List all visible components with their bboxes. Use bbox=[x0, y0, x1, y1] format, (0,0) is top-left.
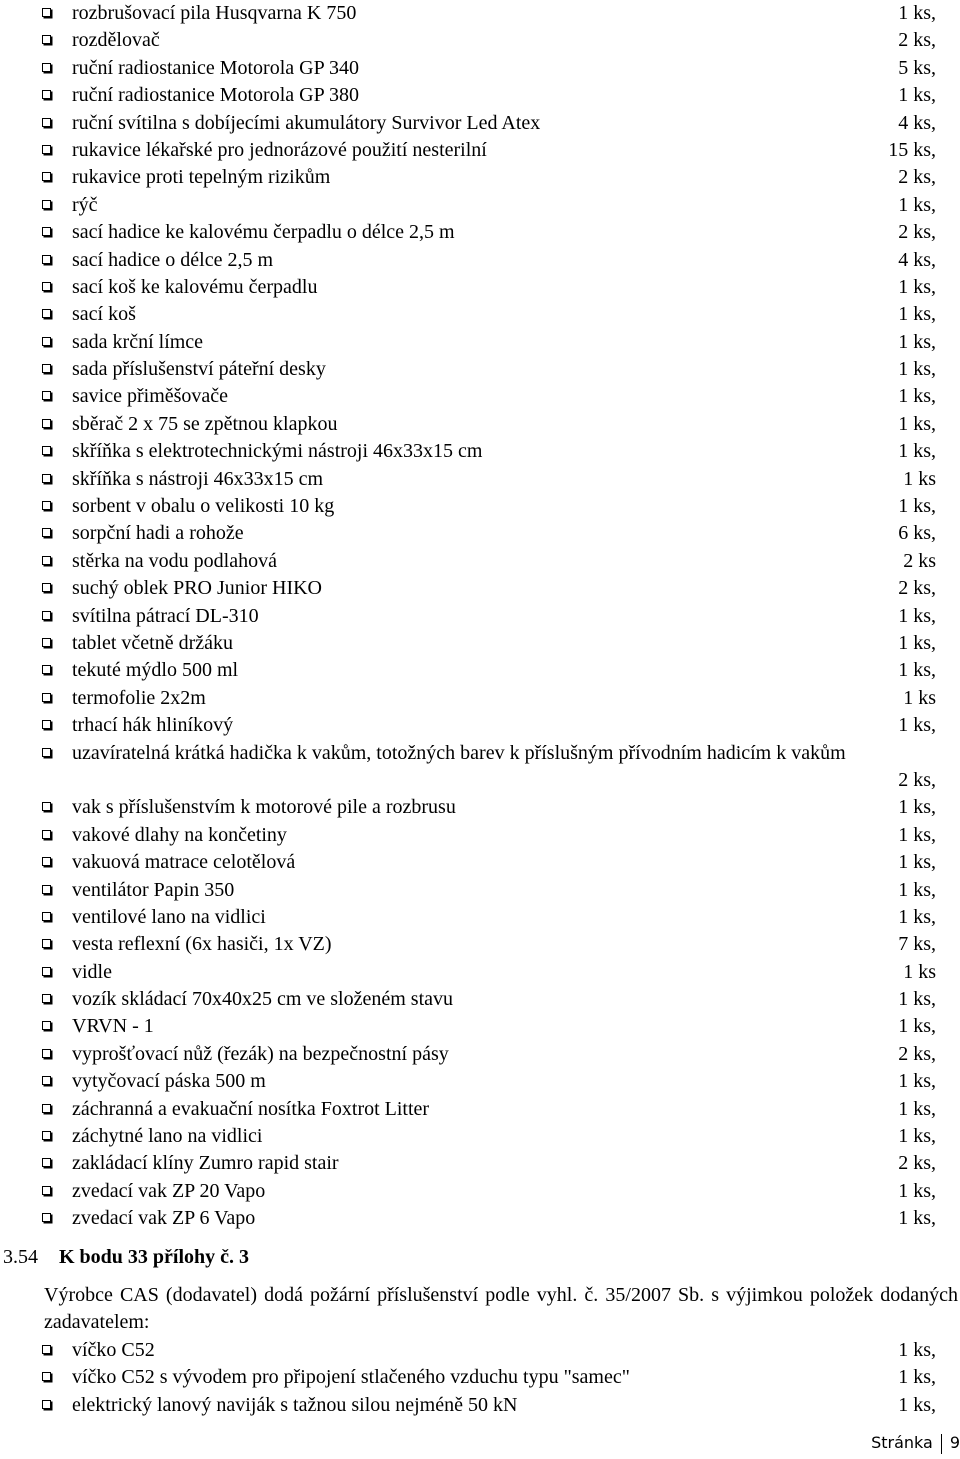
item-quantity: 1 ks, bbox=[898, 84, 936, 107]
checkbox-bullet-icon bbox=[42, 939, 51, 948]
item-quantity: 1 ks, bbox=[898, 1125, 936, 1148]
checkbox-bullet-icon bbox=[42, 528, 51, 537]
item-label: zvedací vak ZP 20 Vapo bbox=[72, 1179, 266, 1202]
list-item bbox=[0, 794, 960, 821]
section-paragraph: Výrobce CAS (dodavatel) dodá požární příslušenství podle vyhl. č. 35/2007 Sb. s výjimkou položek dodaných zadavatelem: bbox=[44, 1284, 958, 1334]
item-quantity: 2 ks, bbox=[898, 221, 936, 244]
item-label: vesta reflexní (6x hasiči, 1x VZ) bbox=[72, 933, 332, 956]
item-label: tablet včetně držáku bbox=[72, 631, 234, 654]
checkbox-bullet-icon bbox=[42, 118, 51, 127]
item-quantity: 1 ks, bbox=[898, 796, 936, 819]
item-quantity: 1 ks, bbox=[898, 851, 936, 874]
item-quantity: 6 ks, bbox=[898, 522, 936, 545]
item-label: víčko C52 bbox=[72, 1339, 155, 1361]
item-quantity: 1 ks, bbox=[898, 604, 936, 627]
list-item bbox=[0, 520, 960, 547]
item-quantity: 1 ks bbox=[903, 686, 936, 709]
item-quantity: 2 ks, bbox=[898, 1152, 936, 1175]
item-quantity: 1 ks, bbox=[898, 823, 936, 846]
list-item bbox=[0, 411, 960, 438]
checkbox-bullet-icon bbox=[42, 1021, 51, 1030]
checkbox-bullet-icon bbox=[42, 1372, 51, 1381]
checkbox-bullet-icon bbox=[42, 63, 51, 72]
list-item bbox=[0, 192, 960, 219]
item-quantity: 1 ks, bbox=[898, 1207, 936, 1230]
item-label: trhací hák hliníkový bbox=[72, 714, 234, 737]
item-label: záchranná a evakuační nosítka Foxtrot Litter bbox=[72, 1097, 430, 1120]
list-item bbox=[0, 1068, 960, 1095]
item-quantity: 2 ks, bbox=[898, 1042, 936, 1065]
list-item bbox=[0, 301, 960, 328]
list-item bbox=[0, 1123, 960, 1150]
checkbox-bullet-icon bbox=[42, 720, 51, 729]
checkbox-bullet-icon bbox=[42, 1345, 51, 1354]
list-item bbox=[0, 1013, 960, 1040]
list-item bbox=[0, 1096, 960, 1123]
item-label: sací hadice ke kalovému čerpadlu o délce 2,5 m bbox=[72, 221, 455, 244]
list-item bbox=[0, 466, 960, 493]
item-label: sada příslušenství páteřní desky bbox=[72, 358, 326, 381]
checkbox-bullet-icon bbox=[42, 309, 51, 318]
checkbox-bullet-icon bbox=[42, 1104, 51, 1113]
item-quantity: 5 ks, bbox=[898, 56, 936, 79]
item-label: rýč bbox=[72, 193, 98, 216]
list-item bbox=[0, 986, 960, 1013]
item-label: víčko C52 s vývodem pro připojení stlačeného vzduchu typu "samec" bbox=[72, 1366, 630, 1389]
item-label: sorbent v obalu o velikosti 10 kg bbox=[72, 495, 335, 518]
checkbox-bullet-icon bbox=[42, 172, 51, 181]
checkbox-bullet-icon bbox=[42, 446, 51, 455]
checkbox-bullet-icon bbox=[42, 255, 51, 264]
item-label: ventilátor Papin 350 bbox=[72, 878, 235, 901]
item-label: termofolie 2x2m bbox=[72, 686, 206, 709]
item-quantity: 1 ks, bbox=[898, 631, 936, 654]
item-quantity: 1 ks, bbox=[898, 1393, 936, 1416]
item-label: VRVN - 1 bbox=[72, 1015, 154, 1038]
list-item bbox=[0, 383, 960, 410]
item-quantity: 1 ks, bbox=[898, 330, 936, 353]
list-item bbox=[0, 356, 960, 383]
item-label: suchý oblek PRO Junior HIKO bbox=[72, 577, 322, 600]
list-item bbox=[0, 822, 960, 849]
checkbox-bullet-icon bbox=[42, 1213, 51, 1222]
item-label: svítilna pátrací DL-310 bbox=[72, 604, 259, 627]
item-label: zvedací vak ZP 6 Vapo bbox=[72, 1207, 256, 1230]
item-label: vakové dlahy na končetiny bbox=[72, 823, 287, 846]
item-quantity: 1 ks, bbox=[898, 878, 936, 901]
item-label: vidle bbox=[72, 960, 112, 983]
checkbox-bullet-icon bbox=[42, 145, 51, 154]
item-quantity: 1 ks, bbox=[898, 905, 936, 928]
list-item bbox=[0, 630, 960, 657]
item-quantity: 1 ks bbox=[903, 467, 936, 490]
list-item bbox=[0, 1041, 960, 1068]
list-item bbox=[0, 603, 960, 630]
item-quantity: 1 ks, bbox=[898, 1015, 936, 1038]
section-heading bbox=[3, 1244, 249, 1271]
list-item bbox=[0, 1205, 960, 1232]
list-item bbox=[0, 712, 960, 739]
checkbox-bullet-icon bbox=[42, 830, 51, 839]
item-label: stěrka na vodu podlahová bbox=[72, 549, 277, 572]
checkbox-bullet-icon bbox=[42, 748, 51, 757]
checkbox-bullet-icon bbox=[42, 337, 51, 346]
page-number: 9 bbox=[949, 1433, 960, 1452]
item-label: tekuté mýdlo 500 ml bbox=[72, 659, 239, 682]
checkbox-bullet-icon bbox=[42, 583, 51, 592]
list-item bbox=[0, 219, 960, 246]
item-label: ruční svítilna s dobíjecími akumulátory Survivor Led Atex bbox=[72, 111, 541, 134]
checkbox-bullet-icon bbox=[42, 967, 51, 976]
list-item bbox=[0, 110, 960, 137]
checkbox-bullet-icon bbox=[42, 501, 51, 510]
item-quantity: 1 ks, bbox=[898, 440, 936, 463]
item-label: sorpční hadi a rohože bbox=[72, 522, 244, 545]
list-item bbox=[0, 164, 960, 191]
checkbox-bullet-icon bbox=[42, 1049, 51, 1058]
checkbox-bullet-icon bbox=[42, 1076, 51, 1085]
item-quantity: 2 ks, bbox=[898, 768, 936, 791]
list-item bbox=[0, 329, 960, 356]
item-label: sběrač 2 x 75 se zpětnou klapkou bbox=[72, 412, 338, 435]
item-label: elektrický lanový naviják s tažnou silou nejméně 50 kN bbox=[72, 1393, 518, 1416]
item-quantity: 1 ks, bbox=[898, 358, 936, 381]
item-quantity: 1 ks, bbox=[898, 1070, 936, 1093]
checkbox-bullet-icon bbox=[42, 282, 51, 291]
item-label: rozdělovač bbox=[72, 29, 160, 52]
list-item bbox=[0, 904, 960, 931]
list-item bbox=[0, 740, 960, 795]
list-item bbox=[0, 1150, 960, 1177]
item-label: sací hadice o délce 2,5 m bbox=[72, 248, 274, 271]
checkbox-bullet-icon bbox=[42, 1186, 51, 1195]
checkbox-bullet-icon bbox=[42, 1158, 51, 1167]
checkbox-bullet-icon bbox=[42, 912, 51, 921]
section-title: K bodu 33 přílohy č. 3 bbox=[59, 1246, 250, 1268]
item-quantity: 2 ks, bbox=[898, 166, 936, 189]
item-quantity: 1 ks, bbox=[898, 193, 936, 216]
checkbox-bullet-icon bbox=[42, 8, 51, 17]
item-quantity: 2 ks bbox=[903, 549, 936, 572]
item-label: uzavíratelná krátká hadička k vakům, totožných barev k příslušným přívodním hadicím k vakům bbox=[72, 741, 846, 764]
item-label: savice přiměšovače bbox=[72, 385, 229, 408]
checkbox-bullet-icon bbox=[42, 364, 51, 373]
item-label: vozík skládací 70x40x25 cm ve složeném stavu bbox=[72, 988, 454, 1011]
item-label: rozbrušovací pila Husqvarna K 750 bbox=[72, 2, 357, 24]
item-label: vyprošťovací nůž (řezák) na bezpečnostní pásy bbox=[72, 1042, 449, 1065]
footer-separator bbox=[941, 1434, 942, 1454]
checkbox-bullet-icon bbox=[42, 90, 51, 99]
item-quantity: 1 ks, bbox=[898, 412, 936, 435]
item-label: sací koš ke kalovému čerpadlu bbox=[72, 275, 318, 298]
checkbox-bullet-icon bbox=[42, 556, 51, 565]
checkbox-bullet-icon bbox=[42, 227, 51, 236]
list-item bbox=[0, 575, 960, 602]
checkbox-bullet-icon bbox=[42, 35, 51, 44]
page-label: Stránka bbox=[871, 1433, 933, 1452]
item-quantity: 1 ks, bbox=[898, 1339, 936, 1361]
excluded-items-list bbox=[0, 1337, 960, 1419]
item-quantity: 1 ks, bbox=[898, 303, 936, 326]
item-label: rukavice proti tepelným rizikům bbox=[72, 166, 331, 189]
item-quantity: 4 ks, bbox=[898, 111, 936, 134]
item-quantity: 1 ks, bbox=[898, 988, 936, 1011]
section-number: 3.54 bbox=[3, 1246, 38, 1268]
checkbox-bullet-icon bbox=[42, 885, 51, 894]
item-quantity: 1 ks, bbox=[898, 2, 936, 24]
list-item bbox=[0, 1337, 960, 1364]
item-label: skříňka s elektrotechnickými nástroji 46x33x15 cm bbox=[72, 440, 483, 463]
list-item bbox=[0, 1364, 960, 1391]
item-quantity: 2 ks, bbox=[898, 577, 936, 600]
item-label: vytyčovací páska 500 m bbox=[72, 1070, 266, 1093]
list-item bbox=[0, 849, 960, 876]
list-item bbox=[0, 0, 960, 27]
checkbox-bullet-icon bbox=[42, 1131, 51, 1140]
list-item bbox=[0, 247, 960, 274]
list-item bbox=[0, 657, 960, 684]
checkbox-bullet-icon bbox=[42, 611, 51, 620]
list-item bbox=[0, 1178, 960, 1205]
checkbox-bullet-icon bbox=[42, 994, 51, 1003]
list-item bbox=[0, 877, 960, 904]
checkbox-bullet-icon bbox=[42, 665, 51, 674]
item-label: rukavice lékařské pro jednorázové použití nesterilní bbox=[72, 138, 487, 161]
item-quantity: 1 ks, bbox=[898, 1179, 936, 1202]
checkbox-bullet-icon bbox=[42, 391, 51, 400]
list-item bbox=[0, 548, 960, 575]
item-label: ventilové lano na vidlici bbox=[72, 905, 266, 928]
item-label: vak s příslušenstvím k motorové pile a rozbrusu bbox=[72, 796, 456, 819]
item-quantity: 7 ks, bbox=[898, 933, 936, 956]
item-label: skříňka s nástroji 46x33x15 cm bbox=[72, 467, 324, 490]
item-quantity: 1 ks, bbox=[898, 495, 936, 518]
item-label: zakládací klíny Zumro rapid stair bbox=[72, 1152, 339, 1175]
item-quantity: 4 ks, bbox=[898, 248, 936, 271]
item-label: ruční radiostanice Motorola GP 380 bbox=[72, 84, 359, 107]
checkbox-bullet-icon bbox=[42, 474, 51, 483]
list-item bbox=[0, 1392, 960, 1419]
item-label: záchytné lano na vidlici bbox=[72, 1125, 263, 1148]
item-label: ruční radiostanice Motorola GP 340 bbox=[72, 56, 359, 79]
item-quantity: 1 ks, bbox=[898, 1366, 936, 1389]
item-quantity: 1 ks bbox=[903, 960, 936, 983]
checkbox-bullet-icon bbox=[42, 693, 51, 702]
list-item bbox=[0, 959, 960, 986]
checkbox-bullet-icon bbox=[42, 857, 51, 866]
list-item bbox=[0, 27, 960, 54]
list-item bbox=[0, 493, 960, 520]
checkbox-bullet-icon bbox=[42, 638, 51, 647]
item-label: sací koš bbox=[72, 303, 136, 326]
list-item bbox=[0, 685, 960, 712]
item-quantity: 1 ks, bbox=[898, 275, 936, 298]
list-item bbox=[0, 137, 960, 164]
item-quantity: 1 ks, bbox=[898, 659, 936, 682]
item-quantity: 1 ks, bbox=[898, 1097, 936, 1120]
checkbox-bullet-icon bbox=[42, 200, 51, 209]
item-label: vakuová matrace celotělová bbox=[72, 851, 296, 874]
checkbox-bullet-icon bbox=[42, 419, 51, 428]
item-quantity: 1 ks, bbox=[898, 385, 936, 408]
checkbox-bullet-icon bbox=[42, 802, 51, 811]
item-label: sada krční límce bbox=[72, 330, 204, 353]
list-item bbox=[0, 931, 960, 958]
checkbox-bullet-icon bbox=[42, 1400, 51, 1409]
list-item bbox=[0, 82, 960, 109]
list-item bbox=[0, 55, 960, 82]
item-quantity: 2 ks, bbox=[898, 29, 936, 52]
item-quantity: 1 ks, bbox=[898, 714, 936, 737]
list-item bbox=[0, 438, 960, 465]
item-quantity: 15 ks, bbox=[888, 138, 936, 161]
page-footer bbox=[871, 1432, 960, 1454]
list-item bbox=[0, 274, 960, 301]
